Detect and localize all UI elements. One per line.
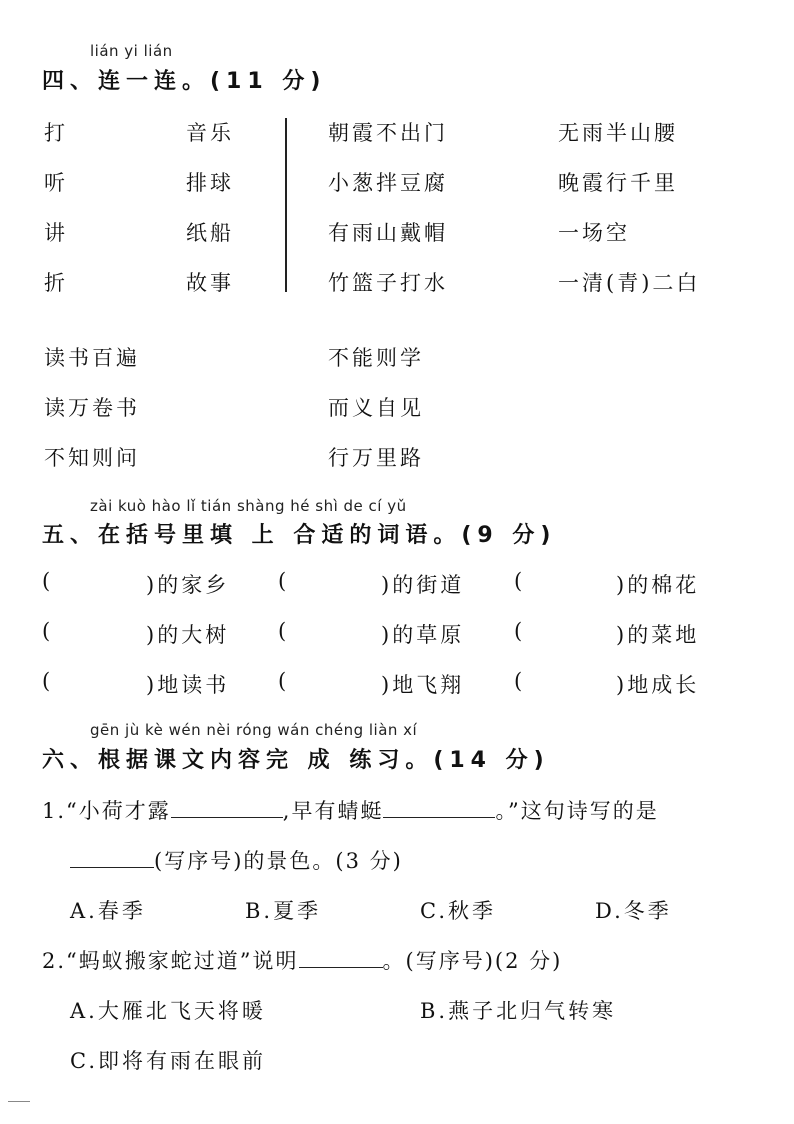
fill-item: )地成长 — [616, 673, 700, 697]
fill-item: )地读书 — [146, 673, 230, 697]
open-paren: ( — [278, 569, 290, 593]
answer-blank[interactable] — [383, 795, 495, 818]
open-paren: ( — [278, 619, 290, 643]
fill-item: )的大树 — [146, 623, 230, 647]
option-item: D.冬季 — [595, 899, 672, 923]
fill-item: )的菜地 — [616, 623, 700, 647]
option-item: A.大雁北飞天将暖 — [70, 999, 266, 1023]
answer-blank[interactable] — [171, 795, 283, 818]
divider-line — [285, 118, 287, 292]
fill-item: )的家乡 — [146, 573, 230, 597]
verb-item: 听 — [44, 171, 68, 195]
fill-item: )的草原 — [381, 623, 465, 647]
proverb-right: 行万里路 — [328, 446, 424, 470]
saying-right: 晚霞行千里 — [558, 171, 678, 195]
open-paren: ( — [278, 669, 290, 693]
section4-title: 四、连一连。(11 分) — [42, 69, 327, 94]
fill-item: )的街道 — [381, 573, 465, 597]
section6-title: 六、根据课文内容完 成 练习。(14 分) — [42, 748, 550, 773]
question-1-line2: (写序号)的景色。(3 分) — [70, 845, 403, 875]
object-item: 音乐 — [186, 121, 234, 145]
answer-blank[interactable] — [70, 845, 154, 868]
object-item: 排球 — [186, 171, 234, 195]
saying-left: 小葱拌豆腐 — [328, 171, 448, 195]
option-item: C.秋季 — [420, 899, 496, 923]
saying-left: 朝霞不出门 — [328, 121, 448, 145]
option-item: C.即将有雨在眼前 — [70, 1049, 266, 1073]
proverb-left: 读万卷书 — [44, 396, 140, 420]
proverb-right: 而义自见 — [328, 396, 424, 420]
verb-item: 讲 — [44, 221, 68, 245]
open-paren: ( — [514, 619, 526, 643]
saying-right: 一场空 — [558, 221, 630, 245]
section5-pinyin: zài kuò hào lǐ tián shàng hé shì de cí yǔ — [90, 497, 407, 515]
open-paren: ( — [42, 669, 54, 693]
proverb-right: 不能则学 — [328, 346, 424, 370]
option-item: B.夏季 — [245, 899, 322, 923]
section6-pinyin: gēn jù kè wén nèi róng wán chéng liàn xí — [90, 721, 418, 739]
fill-item: )的棉花 — [616, 573, 700, 597]
open-paren: ( — [514, 669, 526, 693]
saying-left: 竹篮子打水 — [328, 271, 448, 295]
section4-pinyin: lián yi lián — [90, 42, 173, 60]
open-paren: ( — [42, 619, 54, 643]
section5-title: 五、在括号里填 上 合适的词语。(9 分) — [42, 523, 557, 548]
option-item: A.春季 — [70, 899, 146, 923]
proverb-left: 读书百遍 — [44, 346, 140, 370]
question-2-line: 2.“蚂蚁搬家蛇过道”说明 。(写序号)(2 分) — [42, 945, 562, 975]
saying-right: 无雨半山腰 — [558, 121, 678, 145]
option-item: B.燕子北归气转寒 — [420, 999, 617, 1023]
saying-left: 有雨山戴帽 — [328, 221, 448, 245]
verb-item: 打 — [44, 121, 68, 145]
verb-item: 折 — [44, 271, 68, 295]
page-mark — [8, 1101, 30, 1102]
answer-blank[interactable] — [299, 945, 383, 968]
question-1-line: 1.“小荷才露 ,早有蜻蜓 。”这句诗写的是 — [42, 795, 659, 825]
open-paren: ( — [42, 569, 54, 593]
open-paren: ( — [514, 569, 526, 593]
proverb-left: 不知则问 — [44, 446, 140, 470]
fill-item: )地飞翔 — [381, 673, 465, 697]
saying-right: 一清(青)二白 — [558, 271, 701, 295]
object-item: 纸船 — [186, 221, 234, 245]
object-item: 故事 — [186, 271, 234, 295]
